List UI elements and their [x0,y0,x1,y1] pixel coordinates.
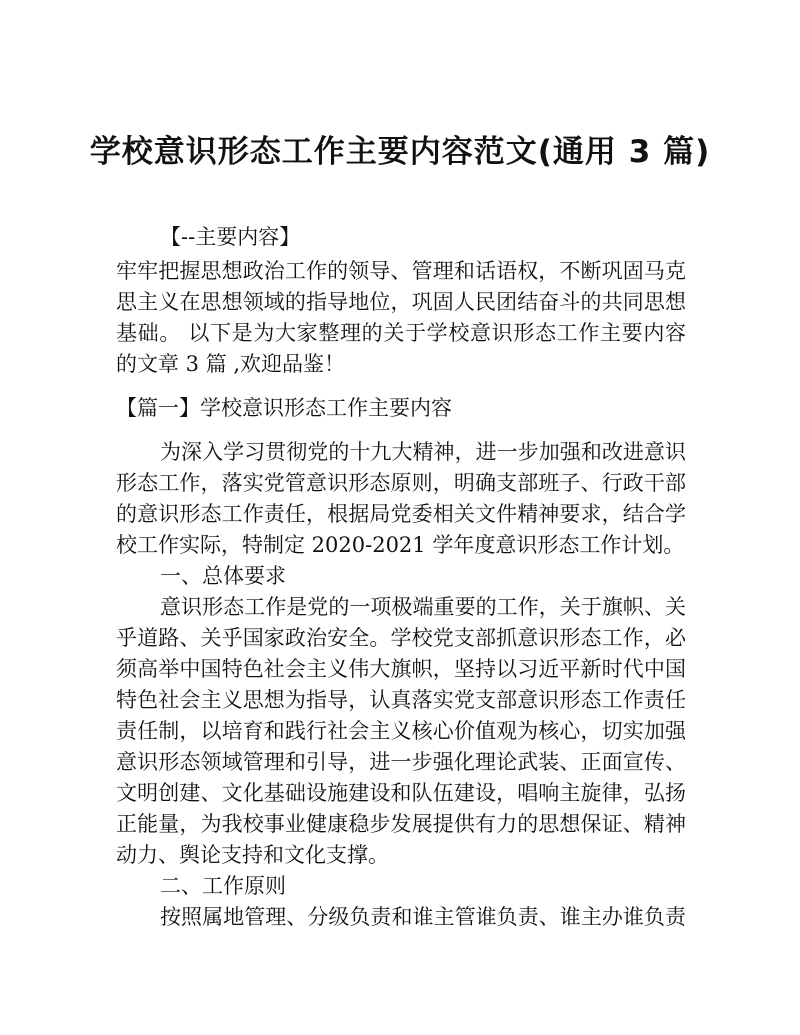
summary-line: 思主义在思想领域的指导地位，巩固人民团结奋斗的共同思想 [116,290,686,314]
summary-line: 牢牢把握思想政治工作的领导、管理和话语权，不断巩固马克 [116,259,686,283]
section-line: 须高举中国特色社会主义伟大旗帜，坚持以习近平新时代中国 [116,657,686,681]
section-title: 二、工作原则 [160,874,286,898]
article-heading: 【篇一】学校意识形态工作主要内容 [116,396,452,420]
intro-line: 校工作实际，特制定 2020-2021 学年度意识形态工作计划。 [116,533,685,557]
summary-label: 【--主要内容】 [160,225,301,249]
section-line: 乎道路、关乎国家政治安全。学校党支部抓意识形态工作，必 [116,626,686,650]
summary-line: 的文章 3 篇 ,欢迎品鉴！ [116,352,346,376]
section-line: 特色社会主义思想为指导，认真落实党支部意识形态工作责任 [116,688,686,712]
intro-line: 形态工作，落实党管意识形态原则，明确支部班子、行政干部 [116,471,686,495]
section-line: 责任制，以培育和践行社会主义核心价值观为核心，切实加强 [116,719,686,743]
summary-line: 基础。 以下是为大家整理的关于学校意识形态工作主要内容 [116,321,686,345]
section-line: 按照属地管理、分级负责和谁主管谁负责、谁主办谁负责 [160,905,686,929]
section-line: 意识形态领域管理和引导，进一步强化理论武装、正面宣传、 [116,750,686,774]
section-title: 一、总体要求 [160,564,286,588]
section-line: 文明创建、文化基础设施建设和队伍建设，唱响主旋律，弘扬 [116,781,686,805]
section-line: 意识形态工作是党的一项极端重要的工作，关于旗帜、关 [160,595,686,619]
intro-line: 的意识形态工作责任，根据局党委相关文件精神要求，结合学 [116,502,686,526]
section-line: 动力、舆论支持和文化支撑。 [116,843,389,867]
intro-line: 为深入学习贯彻党的十九大精神，进一步加强和改进意识 [160,440,686,464]
document-title: 学校意识形态工作主要内容范文(通用 3 篇) [89,134,711,170]
section-line: 正能量，为我校事业健康稳步发展提供有力的思想保证、精神 [116,812,686,836]
